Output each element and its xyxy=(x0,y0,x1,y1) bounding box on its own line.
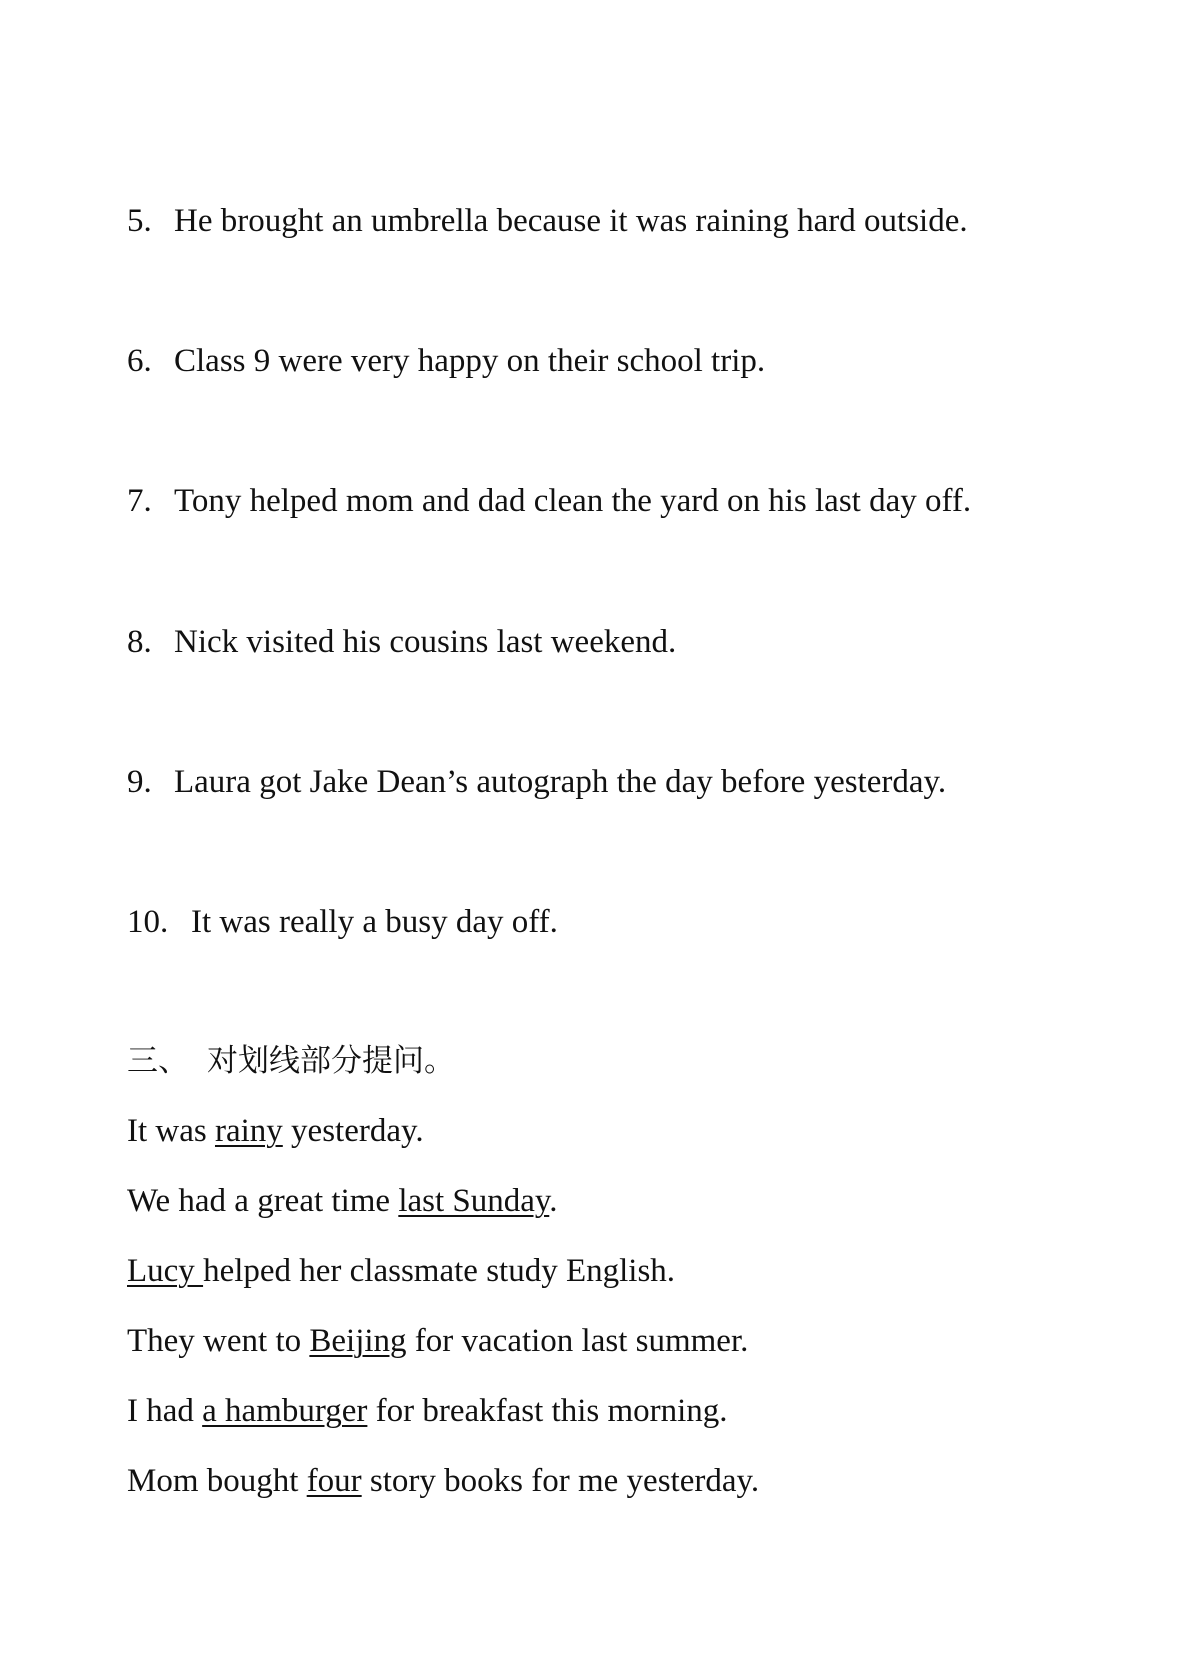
item-number: 5. xyxy=(127,203,152,239)
item-number: 7. xyxy=(127,483,152,519)
underlined-phrase: Lucy xyxy=(127,1253,204,1289)
sentence-item-6 xyxy=(127,341,765,381)
sentence-item-9 xyxy=(127,762,946,802)
plain-text: It was xyxy=(127,1113,215,1149)
plain-text: story books for me yesterday. xyxy=(361,1463,760,1499)
plain-text: I had xyxy=(127,1393,203,1429)
sentence-item-7 xyxy=(127,481,971,521)
underlined-phrase: four xyxy=(306,1463,362,1499)
section-heading xyxy=(127,1041,455,1081)
item-text: Nick visited his cousins last weekend. xyxy=(174,624,677,660)
plain-text: for breakfast this morning. xyxy=(367,1393,728,1429)
plain-text: They went to xyxy=(127,1323,310,1359)
sentence-item-5 xyxy=(127,201,968,241)
question-line xyxy=(127,1461,759,1501)
underlined-phrase: a hamburger xyxy=(202,1393,368,1429)
item-text: Laura got Jake Dean’s autograph the day before yesterday. xyxy=(174,764,947,800)
question-line xyxy=(127,1391,728,1431)
plain-text: helped her classmate study English. xyxy=(203,1253,676,1289)
sentence-item-8 xyxy=(127,622,676,662)
section-title: 对划线部分提问。 xyxy=(207,1043,455,1078)
question-line xyxy=(127,1181,558,1221)
plain-text: Mom bought xyxy=(127,1463,307,1499)
underlined-phrase: rainy xyxy=(214,1113,283,1149)
plain-text: yesterday. xyxy=(282,1113,424,1149)
question-line xyxy=(127,1111,424,1151)
sentence-item-10 xyxy=(127,902,558,942)
question-line xyxy=(127,1321,748,1361)
item-text: Class 9 were very happy on their school trip. xyxy=(174,343,766,379)
item-number: 8. xyxy=(127,624,152,660)
plain-text: We had a great time xyxy=(127,1183,399,1219)
item-number: 9. xyxy=(127,764,152,800)
item-text: It was really a busy day off. xyxy=(191,904,558,940)
underlined-phrase: Beijing xyxy=(309,1323,407,1359)
plain-text: for vacation last summer. xyxy=(406,1323,749,1359)
question-line xyxy=(127,1251,675,1291)
item-text: Tony helped mom and dad clean the yard on his last day off. xyxy=(174,483,972,519)
section-number: 三、 xyxy=(127,1043,189,1078)
underlined-phrase: last Sunday xyxy=(398,1183,550,1219)
plain-text: . xyxy=(549,1183,558,1219)
item-number: 10. xyxy=(127,904,169,940)
item-text: He brought an umbrella because it was raining hard outside. xyxy=(174,203,968,239)
item-number: 6. xyxy=(127,343,152,379)
